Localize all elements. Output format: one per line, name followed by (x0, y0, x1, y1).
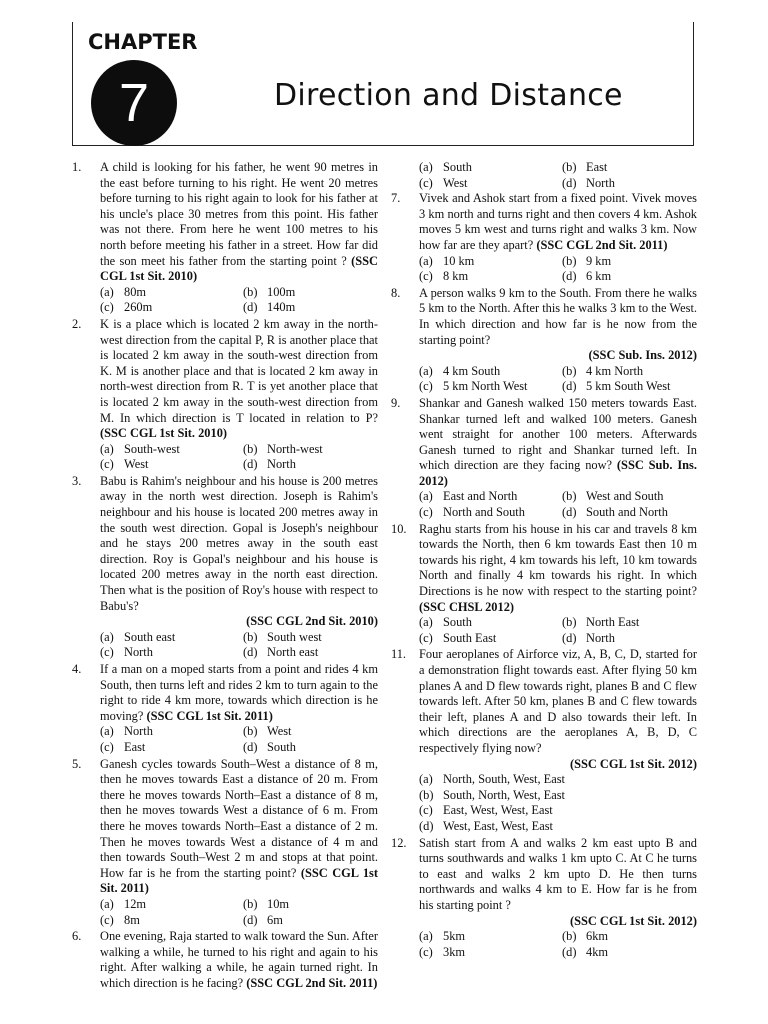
option-a: (a) South east (100, 629, 176, 644)
options (419, 615, 697, 646)
question-7 (391, 191, 697, 285)
question-number: 2. (72, 316, 82, 331)
question-text: Satish start from A and walks 2 km east upto B and turns southwards and walks 1 km upto C. At C he turns to east and walks 2 km upto D. He then turns northwards and walks 4 km to E. How far is he from his starting point ? (419, 835, 697, 912)
question-6 (72, 929, 378, 991)
question-text: One evening, Raja started to walk toward the Sun. After walking a while, he turned to his right and again to his right. After walking a while, he again turned right. In which direction is he facing? (100, 929, 378, 990)
option-a: (a) South-west (100, 441, 180, 456)
question-number: 10. (391, 521, 407, 536)
options (100, 442, 378, 473)
option-b: (b) 10m (243, 896, 290, 911)
question-source: (SSC CHSL 2012) (419, 599, 515, 614)
question-source: (SSC CGL 2nd Sit. 2011) (246, 975, 378, 990)
option-b: (b) West (243, 724, 292, 739)
question-5 (72, 757, 378, 929)
question-number: 3. (72, 473, 82, 488)
question-text: Four aeroplanes of Airforce viz, A, B, C, D, started for a demonstration flight towards east. After flying 50 km planes A and D flew towards right, planes B and C flew towards left. After 50 km, planes B and C flew towards their left, planes A and D also towards their left. In which directions are the aeroplanes A, B, D, C respectively flying now? (419, 647, 697, 755)
question-10 (391, 522, 697, 647)
option-c: (c) 3km (419, 944, 466, 959)
option-a: (a) 5km (419, 929, 466, 944)
question-source: (SSC Sub. Ins. 2012) (419, 458, 697, 488)
question-number: 1. (72, 160, 82, 174)
options (419, 364, 697, 395)
question-number: 9. (391, 395, 401, 410)
question-11 (391, 647, 697, 834)
options (100, 897, 378, 928)
chapter-label: CHAPTER (88, 30, 198, 54)
option-d: (d) North (243, 457, 296, 472)
option-d: (d) South and North (562, 505, 668, 520)
option-a: (a) 80m (100, 284, 147, 299)
question-number: 6. (72, 929, 82, 944)
question-12 (391, 836, 697, 961)
question-number: 5. (72, 756, 82, 771)
question-source: (SSC CGL 1st Sit. 2012) (569, 756, 697, 771)
option-c: (c) West (100, 457, 149, 472)
option-d: (d) 6m (243, 912, 283, 927)
options (100, 724, 378, 755)
options (419, 772, 697, 834)
question-number: 12. (391, 835, 407, 850)
options (100, 285, 378, 316)
option-a: (a) North (100, 724, 153, 739)
option-c: (c) West (419, 175, 468, 190)
question-4 (72, 662, 378, 756)
option-b: (b) 6km (562, 929, 609, 944)
option-d: (d) 140m (243, 300, 296, 315)
question-number: 7. (391, 191, 401, 206)
option-b: (b) North East (562, 615, 640, 630)
options (100, 630, 378, 661)
option-a: (a) 10 km (419, 253, 475, 268)
question-6-options (391, 160, 697, 191)
question-text: Vivek and Ashok start from a fixed point. Vivek moves 3 km north and turns right and then covers 4 km. Ashok moves 5 km west and turns right and walks 3 km. Now how far are they apart? (419, 191, 697, 252)
options (419, 254, 697, 285)
question-3 (72, 474, 378, 661)
question-source: (SSC CGL 1st Sit. 2012) (569, 913, 697, 928)
question-number: 8. (391, 285, 401, 300)
option-c: (c) 260m (100, 300, 153, 315)
question-1 (72, 160, 378, 316)
option-b: (b) South west (243, 629, 322, 644)
option-d: (d) North (562, 175, 615, 190)
chapter-number-badge (91, 60, 177, 146)
option-a: (a) 12m (100, 896, 147, 911)
option-a: (a) East and North (419, 489, 518, 504)
right-column (391, 160, 697, 961)
question-text: Shankar and Ganesh walked 150 meters towards East. Shankar turned left and walked 100 meters. Ganesh went straight for another 100 meters. Afterwards Ganesh turned to right and Shankar turned left. In which direction are they facing now? (419, 395, 697, 473)
option-c: (c) 8 km (419, 269, 469, 284)
question-number: 4. (72, 662, 82, 676)
question-8 (391, 286, 697, 395)
option-b: (b) 9 km (562, 253, 612, 268)
options (419, 489, 697, 520)
option-c: (c) 5 km North West (419, 379, 528, 394)
question-source: (SSC CGL 1st Sit. 2011) (146, 708, 273, 723)
question-9 (391, 396, 697, 521)
option-a: (a) South (419, 160, 472, 174)
options (419, 929, 697, 960)
question-source: (SSC CGL 1st Sit. 2011) (100, 865, 378, 896)
question-source: (SSC CGL 1st Sit. 2010) (100, 426, 228, 441)
question-text: If a man on a moped starts from a point and rides 4 km South, then turns left and rides 2 km to turn again to the right to ride 4 km more, towards which direction is he moving? (100, 662, 378, 723)
option-c: (c) North and South (419, 505, 525, 520)
option-a: (a) South (419, 615, 472, 630)
option-b: (b) South, North, West, East (419, 787, 565, 802)
option-c: (c) East, West, West, East (419, 803, 553, 818)
option-b: (b) 4 km North (562, 363, 644, 378)
option-b: (b) West and South (562, 489, 664, 504)
option-b: (b) East (562, 160, 608, 174)
question-text: Babu is Rahim's neighbour and his house is 200 metres away in the north west direction. Joseph is Rahim's neighbour and his house is located 200 metres away in the south west direction. Gopal is Joseph's neighbour and he stays 200 metres away in the south east direction. Roy is Gopal's neighbour and his house is located 200 metres away in the north east direction. Then what is the position of Roy's house with respect to Babu's? (100, 473, 378, 613)
option-d: (d) North east (243, 645, 319, 660)
question-number: 11. (391, 647, 407, 662)
option-c: (c) South East (419, 630, 497, 645)
option-d: (d) South (243, 739, 296, 754)
option-d: (d) North (562, 630, 615, 645)
option-d: (d) 4km (562, 944, 609, 959)
question-text: A child is looking for his father, he went 90 metres in the east before turning to his right. He went 20 metres before turning to his right again to look for his father at his uncle's place 30 metres from this point. His father was not there. From here he went 100 metres to his north before meeting his father in a street. How far did the son meet his father from the starting point ? (100, 160, 378, 268)
option-b: (b) North-west (243, 441, 323, 456)
question-text: Raghu starts from his house in his car and travels 8 km towards the North, then 6 km towards East then 10 m towards his right, 4 km towards his left, 10 km towards North and finally 4 km towards his right. In which Directions is he now with respect to the starting point? (419, 521, 697, 599)
option-c: (c) 8m (100, 912, 140, 927)
question-2 (72, 317, 378, 473)
question-text: Ganesh cycles towards South–West a distance of 8 m, then he moves towards East a distance of 20 m. From there he moves towards North–East a distance of 8 m, then he moves towards West a distance of 6 m. From there he moves towards North–East a distance of 2 m. Then he moves towards West a distance of 4 m and then towards South–West 2 m and stops at that point. How far is he from the starting point? (100, 756, 378, 880)
question-source: (SSC CGL 2nd Sit. 2010) (246, 614, 378, 629)
chapter-title: Direction and Distance (274, 78, 623, 113)
option-c: (c) East (100, 739, 146, 754)
left-column (72, 160, 378, 992)
option-a: (a) North, South, West, East (419, 772, 565, 787)
question-source: (SSC CGL 2nd Sit. 2011) (536, 237, 668, 252)
question-text: A person walks 9 km to the South. From there he walks 5 km to the North. After this he walks 3 km to the West. In which direction and how far is he now from the starting point? (419, 285, 697, 347)
question-source: (SSC CGL 1st Sit. 2010) (100, 253, 378, 284)
question-source: (SSC Sub. Ins. 2012) (588, 348, 697, 363)
option-b: (b) 100m (243, 284, 296, 299)
option-a: (a) 4 km South (419, 363, 501, 378)
chapter-number: 7 (118, 73, 150, 133)
option-d: (d) 6 km (562, 269, 612, 284)
option-d: (d) West, East, West, East (419, 818, 553, 833)
option-d: (d) 5 km South West (562, 379, 671, 394)
option-c: (c) North (100, 645, 153, 660)
question-text: K is a place which is located 2 km away in the north-west direction from the capital P, R is another place that is located 2 km away in the south-west direction from K. M is another place and that is located 2 km away in north-west direction from R. T is yet another place that is located 2 km away in the south-west direction from M. In which direction is T located in relation to P? (100, 316, 378, 425)
